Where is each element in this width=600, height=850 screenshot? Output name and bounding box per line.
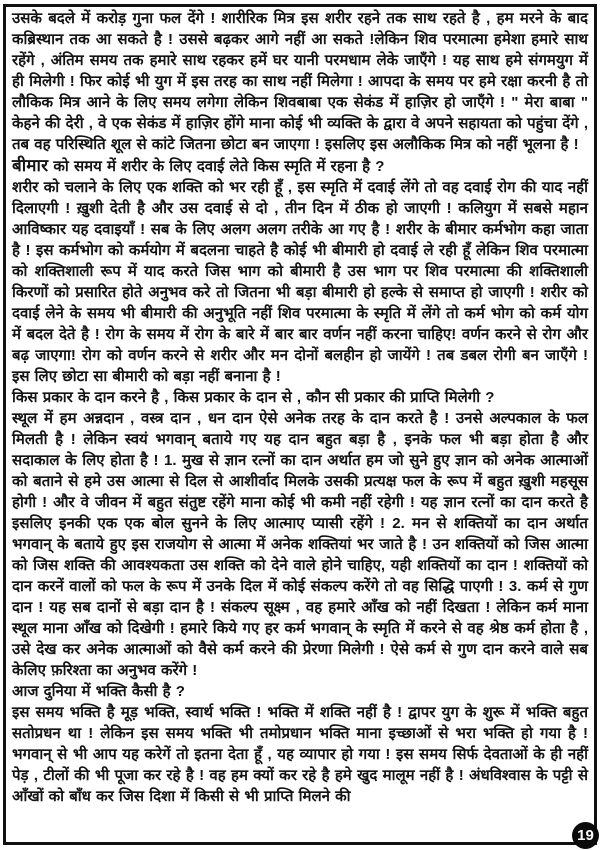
question-heading-sick-medicine	[12, 155, 588, 177]
page-number-badge: 19	[572, 822, 599, 849]
page-border-frame	[3, 4, 597, 845]
answer-paragraph-friend: उसके बदले में करोड़ गुना फल देंगे ! शारीरिक मित्र इस शरीर रहने तक साथ रहते है , हम मरने के बाद कब्रिस्थान तक आ सकते है ! उससे बढ़कर आगे नहीं आ सकते !लेकिन शिव परमात्मा हमेशा हमारे साथ रहेंगे , अंतिम समय तक हमारे साथ रहकर हमें घर यानी परमधाम लेके जाएँगे ! यह साथ हमे संगमयुग में ही मिलेगी ! फिर कोई भी युग में इस तरह का साथ नहीं मिलेगा ! आपदा के समय पर हमे रक्षा करनी है तो लौकिक मित्र आने के लिए समय लगेगा लेकिन शिवबाबा एक सेकंड में हाज़िर हो जाएँगे ! " मेरा बाबा " केहने की देरी , वे एक सेकंड में हाज़िर होंगे माना कोई भी व्यक्ति के द्वारा वे अपने सहायता को पहुंचा देंगे , तब वह परिस्थिति शूल से कांटे जितना छोटा बन जाएगा ! इसलिए इस अलौकिक मित्र को नहीं भूलना है !	[12, 10, 588, 153]
answer-paragraph-donation: स्थूल में हम अन्नदान , वस्त्र दान , धन दान ऐसे अनेक तरह के दान करते है ! उनसे अल्पकाल के फल मिलती है ! लेकिन स्वयं भगवान् बताये गए यह दान बहुत बड़ा है , इनके फल भी बड़ा होता है और सदाकाल के लिए होता है ! 1. मुख से ज्ञान रत्नों का दान अर्थात हम जो सुने हुए ज्ञान को अनेक आत्माओं को बताने से हमे उस आत्मा से दिल से आशीर्वाद मिलके उसकी प्रत्यक्ष फल के रूप में बहुत ख़ुशी महसूस होगी ! और वे जीवन में बहुत संतुष्ट रहेंगे माना कोई भी कमी नहीं रहेगी ! यह ज्ञान रत्नों का दान करते है इसलिए इनकी एक एक बोल सुनने के लिए आत्माए प्यासी रहेंगे ! 2. मन से शक्तियों का दान अर्थात भगवान् के बताये हुए इस राजयोग से आत्मा में अनेक शक्तियां भर जाते है ! उन शक्तियों को जिस आत्मा को जिस शक्ति की आवश्यकता उस शक्ति को देने वाले होने चाहिए, यही शक्तियों का दान ! शक्तियों को दान करनें वालों को फल के रूप में उनके दिल में कोई संकल्प करेंगे तो वह सिद्धि पाएगी ! 3. कर्म से गुण दान ! यह सब दानों से बड़ा दान है ! संकल्प सूक्ष्म , वह हमारे आँख को नहीं दिखता ! लेकिन कर्म माना स्थूल माना आँख को दिखेगी ! हमारे किये गए हर कर्म भगवान् के स्मृति में करने से वह श्रेष्ठ कर्म होता है , उसे देख कर अनेक आत्माओं को वैसे कर्म करने की प्रेरणा मिलेगी ! ऐसे कर्म से गुण दान करने वाले सब केलिए फ़रिश्ता का अनुभव करेंगे !	[12, 410, 588, 679]
answer-paragraph-medicine: शरीर को चलाने के लिए एक शक्ति को भर रही हूँ , इस स्मृति में दवाई लेंगे तो वह दवाई रोग की याद नहीं दिलाएगी ! ख़ुशी देती है और उस दवाई से दो , तीन दिन में ठीक हो जाएगी ! कलियुग में सबसे महान आविष्कार यह दवाइयाँ ! सब के लिए अलग अलग तरीके आ गए है ! शरीर के बीमार कर्मभोग कहा जाता है ! इस कर्मभोग को कर्मयोग में बदलना चाहते है कोई भी बीमारी हो दवाई ले रही हूँ लेकिन शिव परमात्मा को शक्तिशाली रूप में याद करते जिस भाग को बीमारी है उस भाग पर शिव परमात्मा की शक्तिशाली किरणों को प्रसारित होते अनुभव करे तो जितना भी बड़ा बीमारी हो हल्के से समाप्त हो जाएगी ! शरीर को दवाई लेने के समय भी बीमारी की अनुभूति नहीं शिव परमात्मा के स्मृति में लेंगे तो कर्म भोग को कर्म योग में बदल देते है ! रोग के समय में रोग के बारे में बार बार वर्णन नहीं करना चाहिए! वर्णन करने से रोग और बढ़ जाएगा! रोग को वर्णन करने से शरीर और मन दोनों बलहीन हो जायेंगे ! तब डबल रोगी बन जाएँगे ! इस लिए छोटा सा बीमारी को बड़ा नहीं बनाना है !	[12, 179, 588, 385]
question-lead-word: बीमार	[12, 156, 49, 175]
question-heading-bhakti: आज दुनिया में भक्ति कैसी है ?	[12, 683, 185, 700]
answer-paragraph-bhakti: इस समय भक्ति है मूड़ भक्ति, स्वार्थ भक्ति ! भक्ति में शक्ति नहीं है ! द्वापर युग के शुरू में भक्ति बहुत सतोप्रधन था ! लेकिन इस समय भक्ति भी तमोप्रधान भक्ति माना इच्छाओं से भरा भक्ति हो गया है ! भगवान् से भी आप यह करेगें तो इतना देता हूँ , यह व्यापार हो गया ! इस समय सिर्फ देवताओं के ही नहीं पेड़ , टीलों की भी पूजा कर रहे है ! वह हम क्यों कर रहे है हमे खुद मालूम नहीं है ! अंधविश्वास के पट्टी से आँखों को बाँध कर जिस दिशा में किसी से भी प्राप्ति मिलने की	[12, 704, 588, 805]
question-heading-donation: किस प्रकार के दान करने है , किस प्रकार के दान से , कौन सी प्रकार की प्राप्ति मिलेगी ?	[12, 389, 495, 406]
question-text: को समय में शरीर के लिए दवाई लेते किस स्मृति में रहना है ?	[48, 158, 385, 175]
